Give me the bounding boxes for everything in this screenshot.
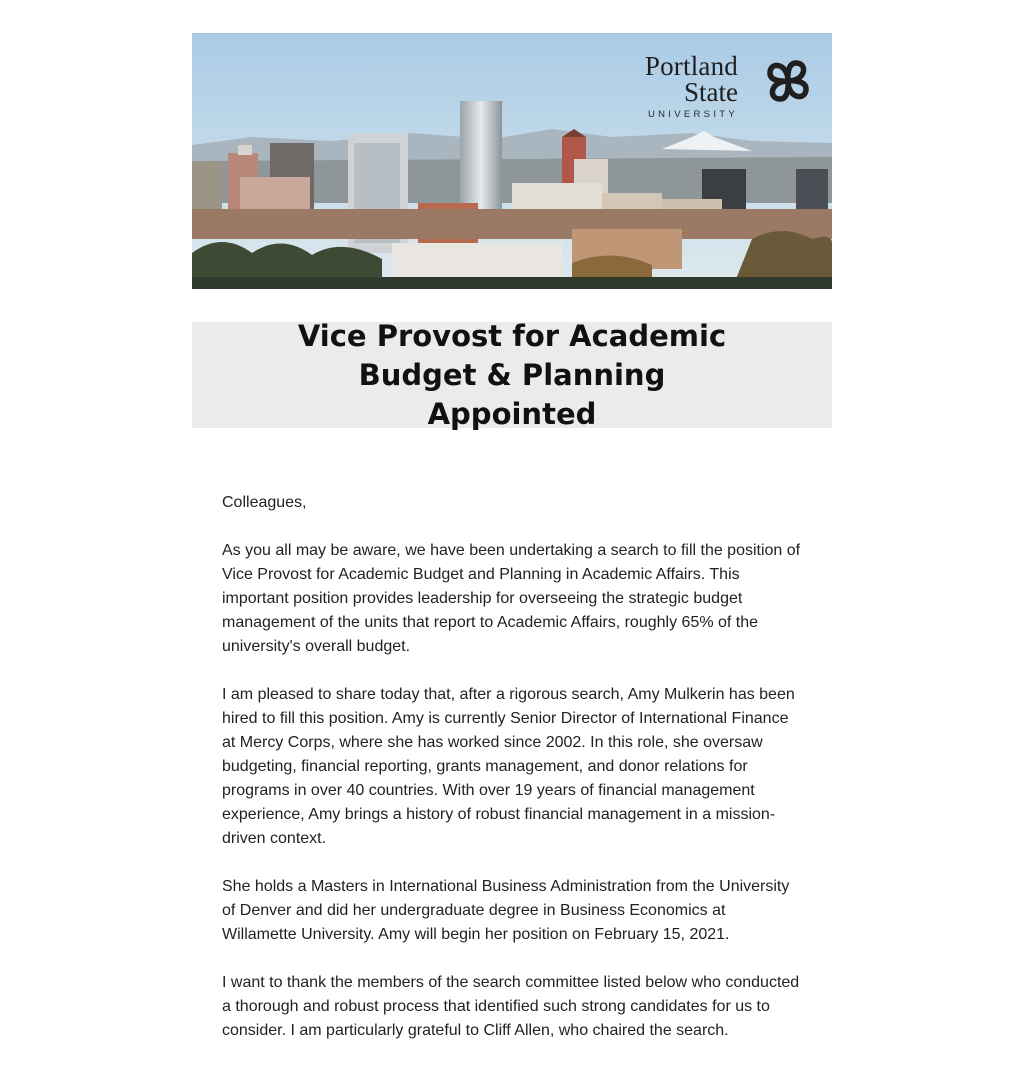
psu-logo [644, 51, 816, 123]
paragraph-appointment: I am pleased to share today that, after a rigorous search, Amy Mulkerin has been hired to fill this position. Amy is currently Senior Director of International Finance at Mercy Corps, where she has worked since 2002. In this role, she oversaw budgeting, financial reporting, grants management, and donor relations for programs in over 40 countries. With over 19 years of financial management experience, Amy brings a history of robust financial management in a mission-driven context. [222, 686, 795, 847]
message-body [192, 491, 832, 1043]
logo-university-text: UNIVERSITY [647, 109, 738, 120]
greeting: Colleagues, [222, 494, 307, 511]
logo-state-text: State [684, 77, 738, 107]
paragraph-thanks: I want to thank the members of the search committee listed below who conducted a thorough and robust process that identified such strong candidates for us to consider. I am particularly grateful to Cliff Allen, who chaired the search. [222, 974, 800, 1039]
title-line-2: Budget & Planning Appointed [358, 357, 666, 431]
title-block [192, 318, 832, 431]
logo-portland-text: Portland [644, 51, 738, 81]
psu-interlocking-loops-icon [760, 53, 816, 109]
title-line-1: Vice Provost for Academic [297, 318, 727, 353]
email-content [192, 33, 832, 1067]
page-title [277, 317, 747, 434]
paragraph-search: As you all may be aware, we have been undertaking a search to fill the position of Vice Provost for Academic Budget and Planning in Academic Affairs. This important position provides leadership for overseeing the strategic budget management of the units that report to Academic Affairs, roughly 65% of the university's overall budget. [222, 542, 801, 655]
header-banner [192, 33, 832, 289]
paragraph-education: She holds a Masters in International Business Administration from the University of Denver and did her undergraduate degree in Business Economics at Willamette University. Amy will begin her position on February 15, 2021. [222, 878, 790, 943]
